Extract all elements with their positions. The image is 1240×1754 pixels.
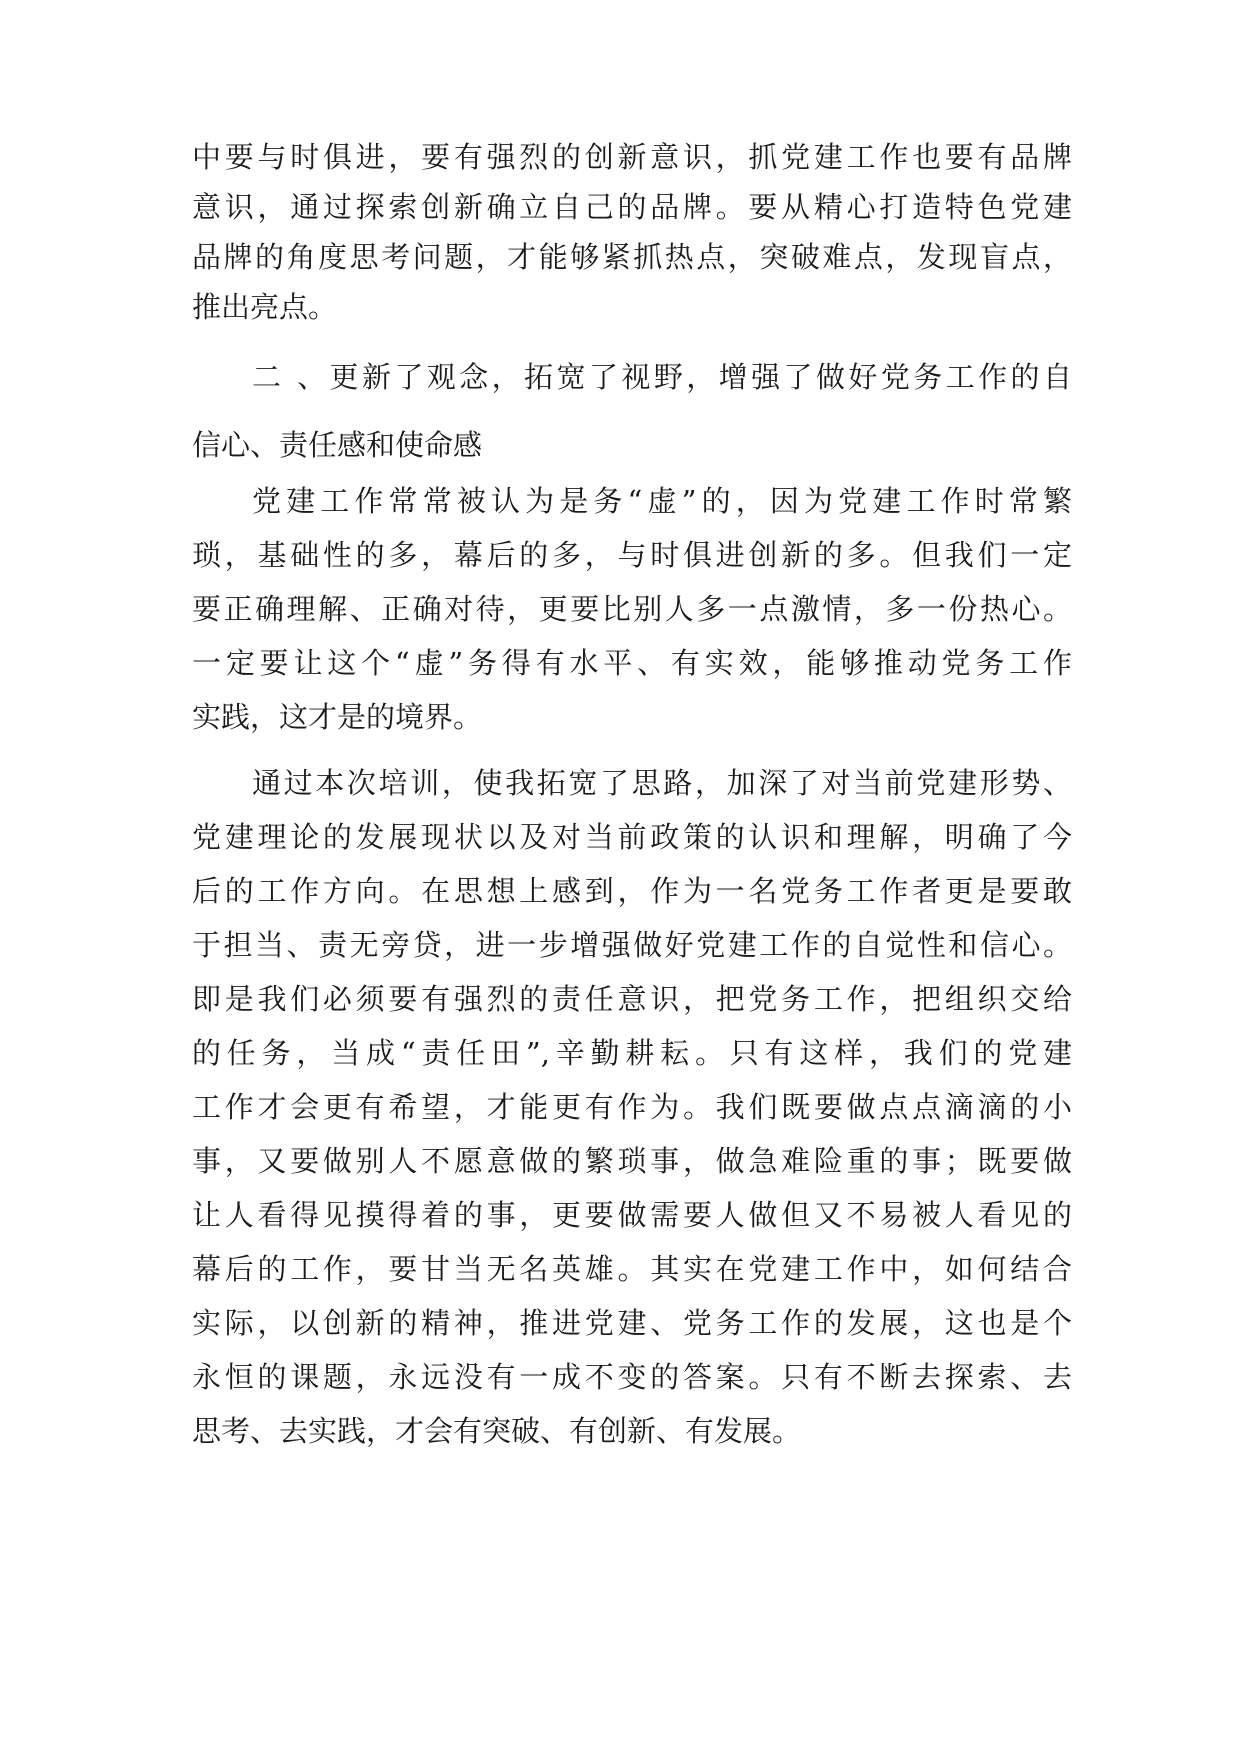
text-line: 意识，通过探索创新确立自己的品牌。要从精心打造特色党建 [192,190,1072,224]
text-line: 实践，这才是的境界。 [192,700,483,734]
text-line: 实际，以创新的精神，推进党建、党务工作的发展，这也是个 [192,1306,1072,1340]
text-line: 中要与时俱进，要有强烈的创新意识，抓党建工作也要有品牌 [192,140,1072,174]
text-line: 于担当、责无旁贷，进一步增强做好党建工作的自觉性和信心。 [192,928,1072,962]
text-line: 琐，基础性的多，幕后的多，与时俱进创新的多。但我们一定 [192,538,1072,572]
text-line: 品牌的角度思考问题，才能够紧抓热点，突破难点，发现盲点， [192,240,1072,274]
text-line: 工作才会更有希望，才能更有作为。我们既要做点点滴滴的小 [192,1090,1072,1124]
heading-line: 二 、更新了观念，拓宽了视野，增强了做好党务工作的自 [252,360,1072,394]
heading-line: 信心、责任感和使命感 [192,428,483,462]
text-line: 推出亮点。 [192,290,338,324]
text-line: 幕后的工作，要甘当无名英雄。其实在党建工作中，如何结合 [192,1252,1072,1286]
text-line: 的任务，当成“责任田”,辛勤耕耘。只有这样，我们的党建 [192,1036,1072,1070]
text-line: 后的工作方向。在思想上感到，作为一名党务工作者更是要敢 [192,874,1072,908]
text-line: 思考、去实践，才会有突破、有创新、有发展。 [192,1414,802,1448]
text-line: 一定要让这个“虚”务得有水平、有实效，能够推动党务工作 [192,646,1072,680]
text-line: 永恒的课题，永远没有一成不变的答案。只有不断去探索、去 [192,1360,1072,1394]
text-line: 即是我们必须要有强烈的责任意识，把党务工作，把组织交给 [192,982,1072,1016]
text-line: 通过本次培训，使我拓宽了思路，加深了对当前党建形势、 [252,766,1072,800]
text-line: 党建理论的发展现状以及对当前政策的认识和理解，明确了今 [192,820,1072,854]
text-line: 要正确理解、正确对待，更要比别人多一点激情，多一份热心。 [192,592,1072,626]
text-line: 事，又要做别人不愿意做的繁琐事，做急难险重的事；既要做 [192,1144,1072,1178]
text-line: 党建工作常常被认为是务“虚”的，因为党建工作时常繁 [252,484,1072,518]
text-line: 让人看得见摸得着的事，更要做需要人做但又不易被人看见的 [192,1198,1072,1232]
